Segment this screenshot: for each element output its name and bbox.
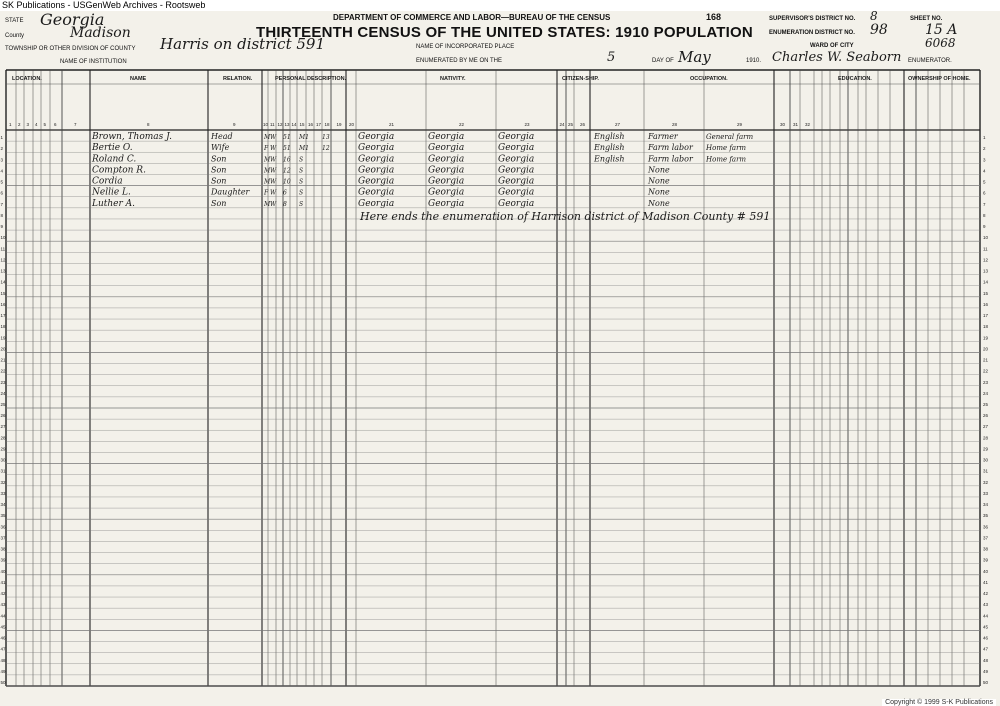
census-relation: Son xyxy=(211,176,227,186)
census-birthplace: Georgia xyxy=(358,143,395,154)
row-number-left: 11 xyxy=(0,246,6,252)
column-number: 27 xyxy=(615,122,621,127)
row-number-right: 1 xyxy=(983,135,986,141)
row-number-left: 34 xyxy=(0,502,6,508)
census-father-birthplace: Georgia xyxy=(428,143,465,154)
census-occupation: Farm labor xyxy=(648,154,693,164)
end-of-enumeration-note: Here ends the enumeration of Harrison district of Madison County # 591 xyxy=(360,209,771,223)
row-number-right: 38 xyxy=(983,546,989,552)
column-number: 2 xyxy=(18,122,21,127)
column-number: 14 xyxy=(291,122,297,127)
row-number-left: 29 xyxy=(0,446,6,452)
census-father-birthplace: Georgia xyxy=(428,198,465,209)
section-header: NATIVITY. xyxy=(440,76,466,82)
census-mother-birthplace: Georgia xyxy=(498,143,535,154)
row-number-right: 39 xyxy=(983,557,989,563)
census-language: English xyxy=(594,154,625,164)
column-number: 20 xyxy=(349,122,355,127)
incorporated-label: NAME OF INCORPORATED PLACE xyxy=(416,44,515,50)
row-number-right: 7 xyxy=(983,201,986,207)
row-number-left: 42 xyxy=(0,591,6,597)
row-number-left: 20 xyxy=(0,346,6,352)
row-number-left: 50 xyxy=(0,680,6,685)
row-number-left: 19 xyxy=(0,335,6,341)
row-number-right: 46 xyxy=(983,635,989,641)
row-number-left: 43 xyxy=(0,602,6,608)
census-race: W xyxy=(270,189,277,197)
row-number-right: 18 xyxy=(983,324,989,330)
row-number-right: 33 xyxy=(983,490,989,496)
row-number-right: 35 xyxy=(983,513,989,519)
column-number: 3 xyxy=(26,122,30,127)
row-number-left: 32 xyxy=(0,479,6,485)
row-number-left: 26 xyxy=(0,413,6,419)
census-industry: Home farm xyxy=(706,144,747,153)
row-number-left: 28 xyxy=(0,435,6,441)
census-mother-birthplace: Georgia xyxy=(498,154,535,165)
row-number-right: 5 xyxy=(983,179,986,185)
census-name: Nellie L. xyxy=(92,187,131,198)
row-number-left: 35 xyxy=(0,513,6,519)
row-number-left: 24 xyxy=(0,390,6,396)
census-marital: S xyxy=(299,156,304,164)
row-number-left: 1 xyxy=(0,135,4,141)
row-number-left: 18 xyxy=(0,324,6,330)
main-title: THIRTEENTH CENSUS OF THE UNITED STATES: 1910 POPULATION xyxy=(256,24,753,41)
column-number: 15 xyxy=(299,122,305,127)
section-header: OWNERSHIP OF HOME. xyxy=(908,76,971,82)
row-number-right: 44 xyxy=(983,613,989,619)
row-number-left: 46 xyxy=(0,635,6,641)
row-number-left: 49 xyxy=(0,668,6,674)
row-number-right: 30 xyxy=(983,457,989,463)
census-birthplace: Georgia xyxy=(358,154,395,165)
column-number: 29 xyxy=(737,122,743,127)
column-number: 11 xyxy=(270,122,275,127)
census-occupation: None xyxy=(648,198,670,208)
sheet-label: SHEET NO. xyxy=(910,16,943,22)
row-number-right: 27 xyxy=(983,424,989,430)
column-number: 1 xyxy=(9,122,12,127)
census-years-married: 12 xyxy=(322,145,330,153)
row-number-right: 37 xyxy=(983,535,989,541)
census-birthplace: Georgia xyxy=(358,187,395,198)
row-number-left: 10 xyxy=(0,235,6,241)
column-number: 26 xyxy=(580,122,586,127)
state-label: STATE xyxy=(5,18,24,24)
census-birthplace: Georgia xyxy=(358,132,395,143)
row-number-left: 45 xyxy=(0,624,6,630)
column-number: 21 xyxy=(389,122,395,127)
row-number-left: 27 xyxy=(0,424,6,430)
row-number-left: 44 xyxy=(0,613,6,619)
row-number-left: 16 xyxy=(0,301,6,307)
row-number-right: 45 xyxy=(983,624,989,630)
row-number-right: 40 xyxy=(983,568,989,574)
row-number-right: 48 xyxy=(983,657,989,663)
enumerator-value: Charles W. Seaborn xyxy=(772,50,902,65)
row-number-right: 34 xyxy=(983,502,989,508)
township-label: TOWNSHIP OR OTHER DIVISION OF COUNTY xyxy=(5,46,136,52)
row-number-right: 12 xyxy=(983,257,989,263)
census-father-birthplace: Georgia xyxy=(428,187,465,198)
column-number: 16 xyxy=(308,122,314,127)
row-number-left: 8 xyxy=(0,212,4,218)
row-number-left: 2 xyxy=(0,146,4,152)
census-name: Roland C. xyxy=(92,154,137,165)
row-number-right: 10 xyxy=(983,235,989,241)
census-occupation: None xyxy=(648,165,670,175)
row-number-right: 32 xyxy=(983,479,989,485)
row-number-right: 8 xyxy=(983,212,986,218)
column-number: 32 xyxy=(805,122,811,127)
row-number-right: 28 xyxy=(983,435,989,441)
census-industry: Home farm xyxy=(706,155,747,164)
census-occupation: Farmer xyxy=(648,132,678,142)
row-number-right: 26 xyxy=(983,413,989,419)
census-mother-birthplace: Georgia xyxy=(498,165,535,176)
supervisor-value: 8 xyxy=(870,9,878,23)
column-number: 30 xyxy=(780,122,786,127)
row-number-left: 9 xyxy=(0,224,4,230)
row-number-right: 11 xyxy=(983,246,988,252)
row-number-right: 13 xyxy=(983,268,989,274)
census-race: W xyxy=(270,156,277,164)
census-mother-birthplace: Georgia xyxy=(498,187,535,198)
census-age: 8 xyxy=(283,200,287,208)
section-header: EDUCATION. xyxy=(838,76,872,82)
census-age: 10 xyxy=(283,178,291,186)
day-of-label: DAY OF xyxy=(652,58,674,64)
section-header: CITIZEN-SHIP. xyxy=(562,76,599,82)
census-marital: M1 xyxy=(299,145,309,153)
year-label: 1910. xyxy=(746,58,762,64)
ward-label: WARD OF CITY xyxy=(810,43,854,49)
census-occupation: Farm labor xyxy=(648,143,693,153)
census-sex: F xyxy=(264,145,269,153)
census-sex: M xyxy=(264,156,271,164)
row-number-left: 25 xyxy=(0,402,6,407)
census-relation: Daughter xyxy=(211,187,250,197)
census-sex: F xyxy=(264,189,269,197)
census-relation: Wife xyxy=(211,143,230,153)
column-number: 13 xyxy=(284,122,290,127)
row-number-left: 36 xyxy=(0,524,6,530)
row-number-left: 3 xyxy=(0,157,4,163)
archive-banner: SK Publications - USGenWeb Archives - Rootsweb xyxy=(0,0,1000,11)
ward-value: 6068 xyxy=(925,36,956,50)
row-number-left: 31 xyxy=(0,468,6,474)
census-sex: M xyxy=(264,167,271,175)
page-number: 168 xyxy=(706,12,722,22)
row-number-right: 9 xyxy=(983,224,986,230)
section-header: NAME xyxy=(130,76,147,82)
census-years-married: 13 xyxy=(322,134,330,142)
column-number: 18 xyxy=(324,122,330,127)
month-value: May xyxy=(678,48,711,66)
census-age: 16 xyxy=(283,156,291,164)
census-relation: Son xyxy=(211,165,227,175)
section-header: OCCUPATION. xyxy=(690,76,728,82)
row-number-left: 23 xyxy=(0,379,6,385)
census-industry: General farm xyxy=(706,133,754,142)
county-value: Madison xyxy=(70,25,131,41)
row-number-left: 48 xyxy=(0,657,6,663)
state-value: Georgia xyxy=(40,10,105,29)
column-number: 24 xyxy=(559,122,565,127)
row-number-left: 12 xyxy=(0,257,6,263)
row-number-right: 21 xyxy=(983,357,989,363)
township-value: Harris on district 591 xyxy=(160,35,326,53)
census-sex: M xyxy=(264,178,271,186)
section-header: PERSONAL DESCRIPTION. xyxy=(275,76,347,82)
column-number: 17 xyxy=(316,122,322,127)
row-number-left: 33 xyxy=(0,490,6,496)
sheet-value: 15 A xyxy=(925,22,958,38)
row-number-left: 5 xyxy=(0,179,4,185)
row-number-right: 15 xyxy=(983,290,989,296)
row-number-left: 15 xyxy=(0,290,6,296)
row-number-left: 21 xyxy=(0,357,6,363)
census-birthplace: Georgia xyxy=(358,176,395,187)
column-number: 6 xyxy=(54,122,57,127)
census-father-birthplace: Georgia xyxy=(428,165,465,176)
column-number: 28 xyxy=(672,122,678,127)
census-name: Bertie O. xyxy=(92,143,133,154)
census-race: W xyxy=(270,178,277,186)
census-marital: M1 xyxy=(299,134,309,142)
census-relation: Son xyxy=(211,198,227,208)
census-marital: S xyxy=(299,200,304,208)
row-number-right: 19 xyxy=(983,335,989,341)
row-number-right: 6 xyxy=(983,190,986,196)
row-number-left: 4 xyxy=(0,168,4,174)
census-race: W xyxy=(270,167,277,175)
enumerated-label: ENUMERATED BY ME ON THE xyxy=(416,58,503,64)
census-mother-birthplace: Georgia xyxy=(498,198,535,209)
column-number: 19 xyxy=(336,122,342,127)
census-marital: S xyxy=(299,178,304,186)
row-number-left: 14 xyxy=(0,279,6,285)
row-number-right: 14 xyxy=(983,279,989,285)
column-number: 25 xyxy=(568,122,574,127)
row-number-right: 42 xyxy=(983,591,989,597)
row-number-right: 17 xyxy=(983,313,989,319)
institution-label: NAME OF INSTITUTION xyxy=(60,59,127,65)
census-marital: S xyxy=(299,167,304,175)
census-marital: S xyxy=(299,189,304,197)
column-number: 9 xyxy=(233,122,236,127)
census-age: 51 xyxy=(283,145,291,153)
census-birthplace: Georgia xyxy=(358,165,395,176)
row-number-right: 41 xyxy=(983,579,989,585)
census-name: Luther A. xyxy=(92,198,136,209)
row-number-left: 7 xyxy=(0,201,4,207)
row-number-right: 49 xyxy=(983,668,989,674)
row-number-right: 47 xyxy=(983,646,989,652)
census-relation: Son xyxy=(211,154,227,164)
row-number-right: 25 xyxy=(983,402,989,407)
column-number: 7 xyxy=(74,122,77,127)
census-sex: M xyxy=(264,134,271,142)
census-age: 51 xyxy=(283,134,291,142)
census-name: Compton R. xyxy=(92,165,146,176)
column-number: 5 xyxy=(43,122,47,127)
row-number-left: 38 xyxy=(0,546,6,552)
row-number-right: 20 xyxy=(983,346,989,352)
column-number: 10 xyxy=(263,122,269,127)
census-occupation: None xyxy=(648,176,670,186)
census-race: W xyxy=(270,134,277,142)
census-name: Cordia xyxy=(92,176,123,187)
row-number-right: 16 xyxy=(983,301,989,307)
census-race: W xyxy=(270,145,277,153)
row-number-right: 2 xyxy=(983,146,986,152)
row-number-right: 50 xyxy=(983,680,989,685)
census-father-birthplace: Georgia xyxy=(428,176,465,187)
census-race: W xyxy=(270,200,277,208)
row-number-left: 47 xyxy=(0,646,6,652)
row-number-left: 37 xyxy=(0,535,6,541)
census-name: Brown, Thomas J. xyxy=(92,132,172,143)
census-relation: Head xyxy=(211,132,233,142)
census-occupation: None xyxy=(648,187,670,197)
row-number-right: 36 xyxy=(983,524,989,530)
column-number: 31 xyxy=(793,122,799,127)
column-number: 12 xyxy=(277,122,283,127)
copyright-notice: Copyright © 1999 S-K Publications xyxy=(882,699,996,706)
census-mother-birthplace: Georgia xyxy=(498,132,535,143)
census-birthplace: Georgia xyxy=(358,198,395,209)
census-age: 6 xyxy=(283,189,287,197)
row-number-left: 30 xyxy=(0,457,6,463)
row-number-left: 6 xyxy=(0,190,4,196)
supervisor-label: SUPERVISOR'S DISTRICT NO. xyxy=(769,16,856,22)
row-number-right: 31 xyxy=(983,468,989,474)
census-sex: M xyxy=(264,200,271,208)
row-number-left: 22 xyxy=(0,368,6,374)
column-number: 8 xyxy=(147,122,150,127)
census-language: English xyxy=(594,132,625,142)
row-number-left: 17 xyxy=(0,313,6,319)
county-label: County xyxy=(5,33,25,39)
row-number-right: 23 xyxy=(983,379,989,385)
row-number-left: 40 xyxy=(0,568,6,574)
enum-district-label: ENUMERATION DISTRICT NO. xyxy=(769,30,855,36)
enumerator-label: ENUMERATOR. xyxy=(908,58,952,64)
row-number-right: 3 xyxy=(983,157,986,163)
section-header: LOCATION. xyxy=(12,76,42,82)
census-father-birthplace: Georgia xyxy=(428,154,465,165)
dept-heading: DEPARTMENT OF COMMERCE AND LABOR—BUREAU OF THE CENSUS xyxy=(333,13,611,22)
row-number-right: 29 xyxy=(983,446,989,452)
column-number: 23 xyxy=(524,122,530,127)
row-number-right: 24 xyxy=(983,390,989,396)
column-number: 4 xyxy=(35,122,38,127)
census-language: English xyxy=(594,143,625,153)
row-number-right: 43 xyxy=(983,602,989,608)
day-value: 5 xyxy=(607,50,616,65)
section-header: RELATION. xyxy=(223,76,253,82)
row-number-left: 41 xyxy=(0,579,6,585)
enum-district-value: 98 xyxy=(870,22,888,38)
row-number-right: 4 xyxy=(983,168,986,174)
row-number-left: 39 xyxy=(0,557,6,563)
census-age: 12 xyxy=(283,167,291,175)
row-number-left: 13 xyxy=(0,268,6,274)
row-number-right: 22 xyxy=(983,368,989,374)
census-mother-birthplace: Georgia xyxy=(498,176,535,187)
column-number: 22 xyxy=(459,122,465,127)
census-father-birthplace: Georgia xyxy=(428,132,465,143)
